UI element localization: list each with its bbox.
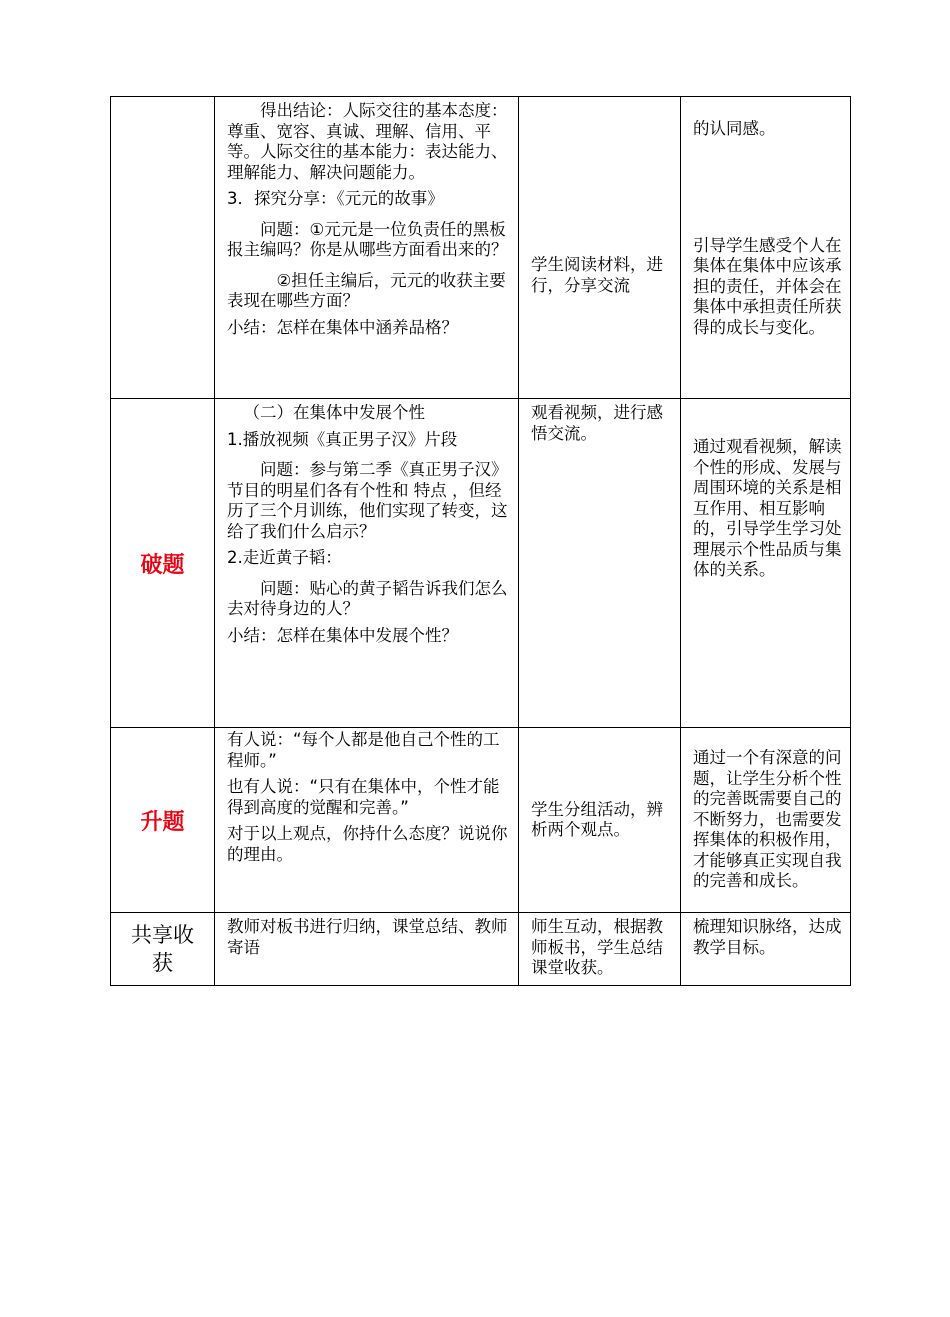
activity-text: 学生分组活动，辨析两个观点。: [531, 799, 663, 839]
intent-text: 通过观看视频，解读个性的形成、发展与周围环境的关系是相互作用、相互影响的，引导学生学习处理展示个性品质与集体的关系。: [693, 437, 842, 579]
question-1-text: 问题：①元元是一位负责任的黑板报主编吗？你是从哪些方面看出来的？: [227, 219, 508, 259]
conclusion-text: 得出结论：人际交往的基本态度：尊重、宽容、真诚、理解、信用、平等。人际交往的基本能力：表达能力、理解能力、解决问题能力。: [227, 101, 508, 182]
content-cell: [215, 399, 519, 728]
question-1-text: 问题：参与第二季《真正男子汉》节目的明星们各有个性和 特点 ，但经历了三个月训练，他们实现了转变，这给了我们什么启示？: [227, 460, 508, 541]
stage-label: 破题: [111, 399, 215, 728]
question-text: 对于以上观点，你持什么态度？说说你的理由。: [227, 824, 508, 864]
item-2-text: 2.走近黄子韬：: [227, 548, 342, 567]
intent-text: 引导学生感受个人在集体在集体中应该承担的责任，并体会在集体中承担责任所获得的成长与变化。: [693, 235, 842, 337]
intent-cell: [681, 728, 851, 913]
activity-cell: [519, 399, 681, 728]
content-cell: [215, 97, 519, 399]
intent-cell: [681, 399, 851, 728]
stage-label: 升题: [111, 728, 215, 913]
item-1-text: 1.播放视频《真正男子汉》片段: [227, 429, 458, 449]
activity-text: 观看视频，进行感悟交流。: [531, 403, 663, 443]
lesson-plan-table: [110, 96, 851, 986]
item-3-text: 3．探究分享：《元元的故事》: [227, 189, 444, 208]
question-2-text: 问题：贴心的黄子韬告诉我们怎么去对待身边的人？: [227, 578, 508, 618]
activity-cell: [519, 97, 681, 399]
table-row: [111, 913, 851, 986]
viewpoint-2-text: 也有人说：“只有在集体中，个性才能得到高度的觉醒和完善。”: [227, 777, 500, 817]
activity-text: 师生互动，根据教师板书，学生总结课堂收获。: [531, 917, 663, 977]
intent-text: 通过一个有深意的问题，让学生分析个性的完善既需要自己的不断努力，也需要发挥集体的积极作用，才能够真正实现自我的完善和成长。: [693, 748, 842, 891]
stage-label: 共享收获: [111, 913, 215, 986]
activity-cell: [519, 913, 681, 986]
intent-cell: [681, 913, 851, 986]
intent-cell: [681, 97, 851, 399]
viewpoint-1-text: 有人说：“每个人都是他自己个性的工程师。”: [227, 730, 500, 770]
section-heading: （二）在集体中发展个性: [243, 403, 425, 422]
intent-top-text: 的认同感。: [693, 119, 776, 138]
activity-cell: [519, 728, 681, 913]
table-row: [111, 728, 851, 913]
intent-text: 梳理知识脉络，达成教学目标。: [693, 917, 842, 957]
content-cell: [215, 913, 519, 986]
summary-text: 教师对板书进行归纳，课堂总结、教师寄语: [227, 917, 508, 957]
question-2-text: ②担任主编后，元元的收获主要表现在哪些方面？: [227, 270, 506, 310]
table-row: [111, 97, 851, 399]
table-row: [111, 399, 851, 728]
activity-text: 学生阅读材料，进行，分享交流: [531, 255, 663, 295]
stage-cell: [111, 97, 215, 399]
summary-text: 小结：怎样在集体中涵养品格？: [227, 317, 458, 337]
summary-text: 小结：怎样在集体中发展个性？: [227, 625, 458, 645]
content-cell: [215, 728, 519, 913]
